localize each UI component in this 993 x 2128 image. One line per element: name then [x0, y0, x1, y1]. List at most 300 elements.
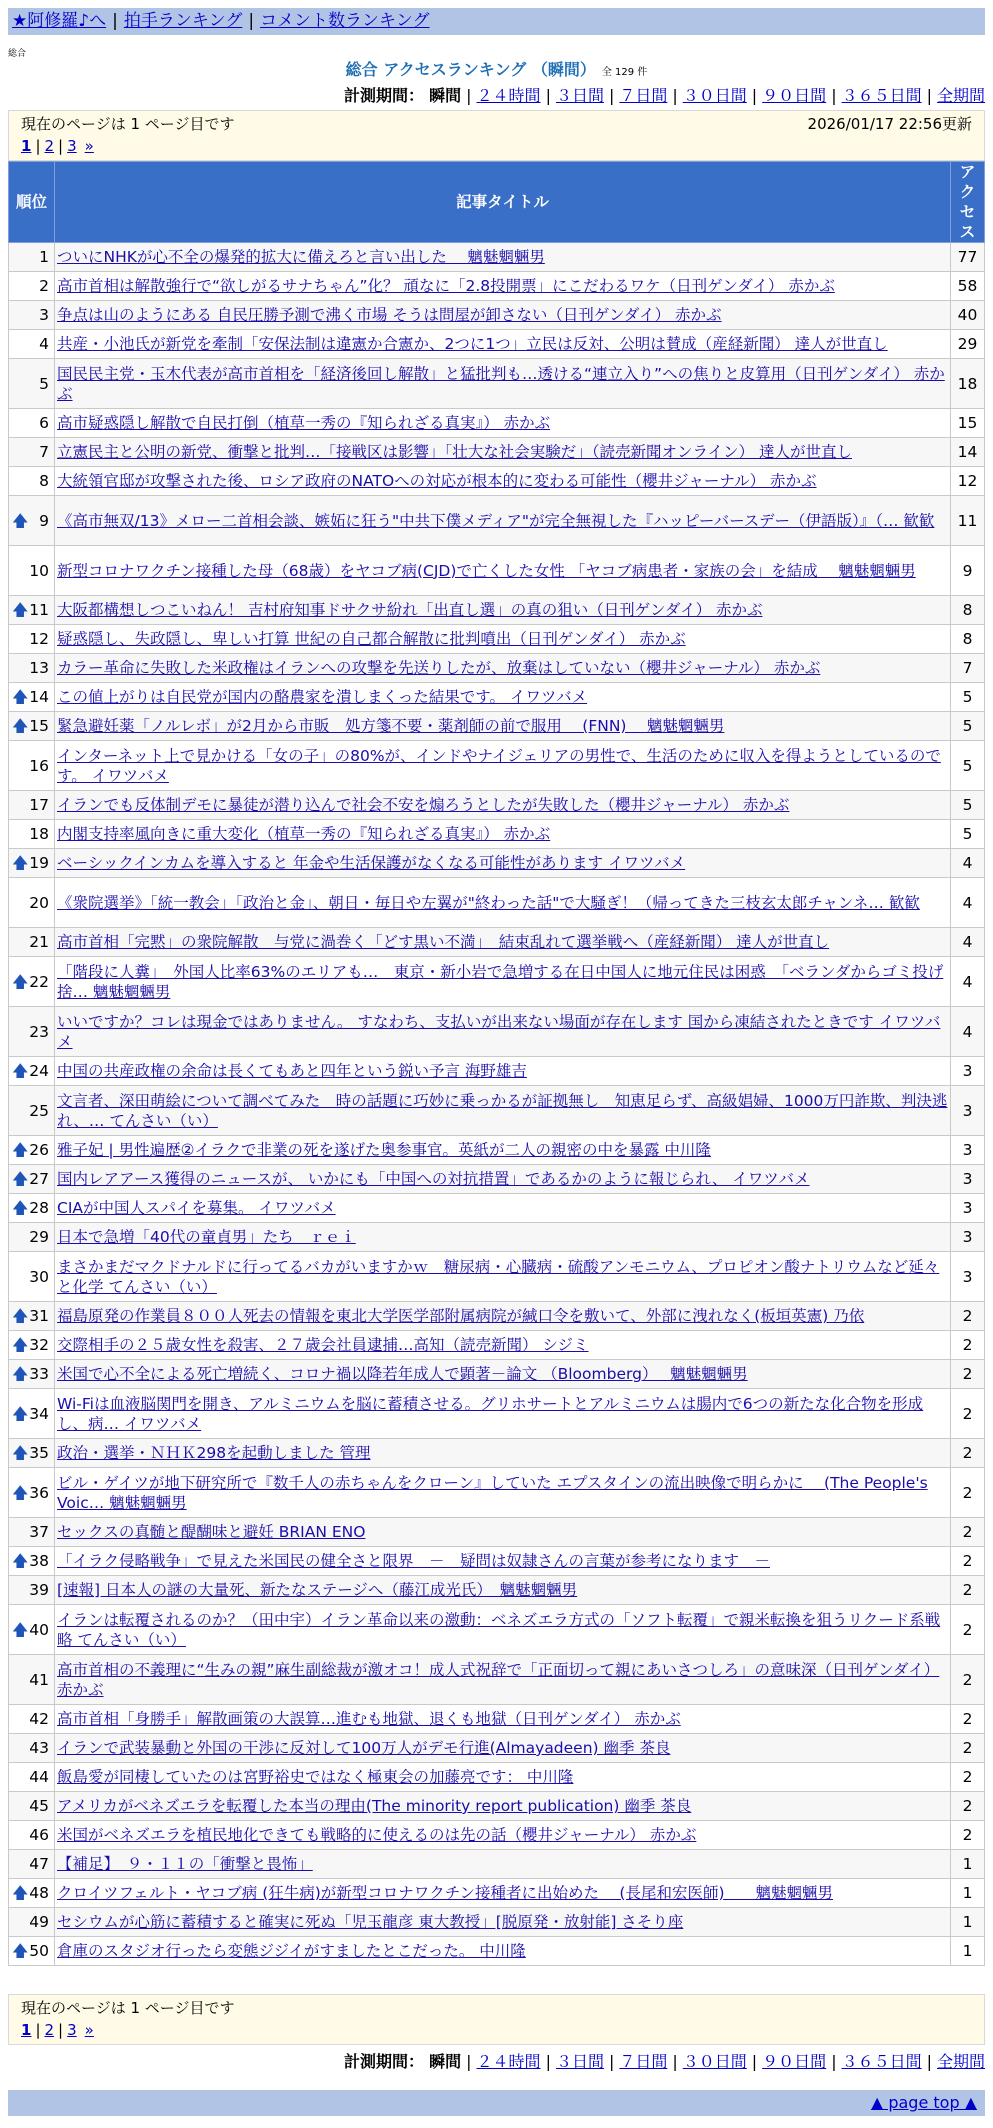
rank-cell: [9, 878, 55, 928]
rank-number: 30: [29, 1267, 49, 1286]
rank-number: 2: [39, 277, 49, 295]
pager-page-2-bottom[interactable]: 2: [44, 2021, 55, 2039]
up-arrow-icon: 🡅: [12, 1364, 29, 1383]
table-row: [9, 1792, 985, 1821]
article-link[interactable]: 「イラク侵略戦争」で見えた米国民の健全さと限界 － 疑問は奴隷さんの言葉が参考になります －: [57, 1552, 771, 1570]
rank-cell: [9, 1734, 55, 1763]
up-arrow-icon: 🡅: [12, 1198, 29, 1217]
table-row: [9, 1136, 985, 1165]
title-cell: [55, 1439, 951, 1468]
total-count: 全 129 件: [601, 67, 648, 78]
rank-cell: [9, 272, 55, 301]
title-cell: [55, 791, 951, 820]
article-link[interactable]: 高市首相の不義理に“生みの親”麻生副総裁が激オコ！成人式祝辞で「正面切って親にあいさつしろ」の意味深（日刊ゲンダイ） 赤かぶ: [57, 1660, 940, 1699]
rank-cell: [9, 654, 55, 683]
rank-cell: [9, 438, 55, 467]
access-count: 2: [951, 1547, 985, 1576]
table-row: [9, 1468, 985, 1518]
table-row: [9, 625, 985, 654]
article-link[interactable]: イランは転覆されるのか？（田中宇）イラン革命以来の激動：ベネズエラ方式の「ソフト転覆」で親米転換を狙うリクード系戦略 てんさい（い）: [57, 1610, 941, 1649]
access-count: 1: [951, 1879, 985, 1908]
article-link[interactable]: 大統領官邸が攻撃された後、ロシア政府のNATOへの対応が根本的に変わる可能性（櫻井ジャーナル） 赤かぶ: [57, 472, 817, 490]
rank-cell: [9, 683, 55, 712]
access-count: 5: [951, 820, 985, 849]
top-nav-link-home[interactable]: ★阿修羅♪へ: [12, 11, 107, 31]
article-link[interactable]: 【補足】 ９・１１の「衝撃と畏怖」: [57, 1855, 313, 1873]
article-link[interactable]: CIAが中国人スパイを募集。 イワツバメ: [57, 1199, 336, 1217]
table-row: [9, 683, 985, 712]
access-count: 2: [951, 1389, 985, 1439]
rank-cell: [9, 957, 55, 1007]
access-count: 1: [951, 1908, 985, 1937]
up-arrow-icon: 🡅: [12, 716, 29, 735]
up-arrow-icon: 🡅: [12, 1941, 29, 1960]
period-link-3d[interactable]: ３日間: [555, 86, 604, 105]
title-cell: [55, 1468, 951, 1518]
rank-number: 10: [29, 561, 49, 580]
table-row: [9, 1360, 985, 1389]
article-link[interactable]: ベーシックインカムを導入すると 年金や生活保護がなくなる可能性があります イワツバメ: [57, 854, 686, 872]
period-current: 瞬間: [429, 86, 462, 105]
table-row: [9, 878, 985, 928]
access-count: 7: [951, 654, 985, 683]
rank-cell: [9, 849, 55, 878]
rank-number: 17: [29, 796, 49, 814]
access-count: 3: [951, 1086, 985, 1136]
access-count: 4: [951, 928, 985, 957]
article-link[interactable]: 大阪都構想しつこいねん！ 吉村府知事ドサクサ紛れ「出直し選」の真の狙い（日刊ゲンダイ） 赤かぶ: [57, 601, 763, 619]
article-link[interactable]: 国民民主党・玉木代表が高市首相を「経済後回し解散」と猛批判も…透ける“連立入り”への焦りと皮算用（日刊ゲンダイ） 赤かぶ: [57, 364, 945, 403]
article-link[interactable]: 内閣支持率風向きに重大変化（植草一秀の『知られざる真実』） 赤かぶ: [57, 825, 551, 843]
up-arrow-icon: 🡅: [12, 1169, 29, 1188]
rank-number: 13: [29, 659, 49, 677]
title-cell: [55, 243, 951, 272]
up-arrow-icon: 🡅: [12, 1403, 29, 1423]
rank-number: 36: [29, 1483, 49, 1502]
rank-cell: [9, 1331, 55, 1360]
access-count: 2: [951, 1360, 985, 1389]
table-row: [9, 1302, 985, 1331]
article-link[interactable]: 立憲民主と公明の新党、衝撃と批判…「接戦区は影響」「壮大な社会実験だ」（読売新聞オンライン） 達人が世直し: [57, 443, 852, 461]
rank-number: 50: [29, 1942, 49, 1960]
period-link-30d-bottom[interactable]: ３０日間: [682, 2052, 747, 2071]
rank-cell: [9, 928, 55, 957]
access-count: 18: [951, 359, 985, 409]
period-link-7d[interactable]: ７日間: [619, 86, 668, 105]
up-arrow-icon: 🡅: [12, 1883, 29, 1902]
table-row: [9, 1194, 985, 1223]
access-count: 2: [951, 1763, 985, 1792]
rank-cell: [9, 1850, 55, 1879]
access-count: 2: [951, 1821, 985, 1850]
access-count: 1: [951, 1937, 985, 1966]
access-count: 3: [951, 1223, 985, 1252]
article-link[interactable]: 争点は山のようにある 自民圧勝予測で沸く市場 そうは問屋が卸さない（日刊ゲンダイ） 赤かぶ: [57, 306, 722, 324]
table-row: [9, 301, 985, 330]
rank-number: 31: [29, 1307, 49, 1325]
title-cell: [55, 1136, 951, 1165]
table-row: [9, 791, 985, 820]
top-nav: ★阿修羅♪へ | 拍手ランキング | コメント数ランキング: [8, 8, 985, 35]
rank-cell: [9, 1194, 55, 1223]
rank-cell: [9, 243, 55, 272]
up-arrow-icon: 🡅: [12, 1306, 29, 1325]
rank-cell: [9, 1302, 55, 1331]
article-link[interactable]: まさかまだマクドナルドに行ってるバカがいますかｗ 糖尿病・心臓病・硫酸アンモニウム、プロピオン酸ナトリウムなど延々と化学 てんさい（い）: [57, 1257, 940, 1296]
title-cell: [55, 438, 951, 467]
rank-number: 37: [29, 1523, 49, 1541]
title-cell: [55, 654, 951, 683]
table-row: [9, 409, 985, 438]
title-cell: [55, 1360, 951, 1389]
rank-number: 32: [29, 1336, 49, 1354]
access-count: 3: [951, 1057, 985, 1086]
rank-cell: [9, 467, 55, 496]
article-link[interactable]: この値上がりは自民党が国内の酪農家を潰しまくった結果です。 イワツバメ: [57, 688, 588, 706]
title-cell: [55, 301, 951, 330]
rank-number: 19: [29, 854, 49, 872]
rank-cell: [9, 1937, 55, 1966]
title-cell: [55, 820, 951, 849]
table-row: [9, 272, 985, 301]
access-count: 2: [951, 1734, 985, 1763]
rank-cell: [9, 1057, 55, 1086]
rank-number: 34: [29, 1404, 49, 1423]
rank-cell: [9, 359, 55, 409]
pager-current-page-bottom[interactable]: 1: [21, 2021, 32, 2039]
article-link[interactable]: 高市首相は解散強行で“欲しがるサナちゃん”化？ 頑なに「2.8投開票」にこだわるワケ（日刊ゲンダイ） 赤かぶ: [57, 277, 835, 295]
table-row: [9, 1057, 985, 1086]
table-row: [9, 359, 985, 409]
access-count: 12: [951, 467, 985, 496]
period-link-90d-bottom[interactable]: ９０日間: [762, 2052, 827, 2071]
title-cell: [55, 546, 951, 596]
pager-current-page[interactable]: 1: [21, 137, 32, 155]
rank-cell: [9, 1223, 55, 1252]
article-link[interactable]: 高市疑惑隠し解散で自民打倒（植草一秀の『知られざる真実』） 赤かぶ: [57, 414, 551, 432]
article-link[interactable]: 緊急避妊薬「ノルレボ」が2月から市販 処方箋不要・薬剤師の前で服用 (FNN) 魑魅魍魎男: [57, 717, 725, 735]
article-link[interactable]: 新型コロナワクチン接種した母（68歳）をヤコブ病(CJD)で亡くした女性 「ヤコブ病患者・家族の会」を結成 魑魅魍魎男: [57, 561, 916, 580]
period-link-all-bottom[interactable]: 全期間: [936, 2052, 985, 2071]
title-cell: [55, 625, 951, 654]
period-label-bottom: 計測期間：: [344, 2052, 425, 2071]
rank-number: 43: [29, 1739, 49, 1757]
rank-cell: [9, 1518, 55, 1547]
title-cell: [55, 1331, 951, 1360]
rank-cell: [9, 1879, 55, 1908]
title-cell: [55, 1302, 951, 1331]
table-row: [9, 1879, 985, 1908]
table-row: [9, 243, 985, 272]
table-row: [9, 546, 985, 596]
title-cell: [55, 1655, 951, 1705]
rank-number: 16: [29, 756, 49, 775]
rank-number: 18: [29, 825, 49, 843]
rank-number: 22: [29, 972, 49, 991]
table-row: [9, 1576, 985, 1605]
table-row: [9, 467, 985, 496]
rank-cell: [9, 1389, 55, 1439]
table-row: [9, 1518, 985, 1547]
table-row: [9, 1908, 985, 1937]
up-arrow-icon: 🡅: [12, 600, 29, 619]
article-link[interactable]: セシウムが心筋に蓄積すると確実に死ぬ「児玉龍彦 東大教授」[脱原発・放射能] さそり座: [57, 1913, 684, 1931]
rank-cell: [9, 1908, 55, 1937]
rank-number: 42: [29, 1710, 49, 1728]
up-arrow-icon: 🡅: [12, 1482, 29, 1502]
rank-cell: [9, 409, 55, 438]
pager-page-3[interactable]: 3: [67, 137, 77, 155]
period-current-bottom: 瞬間: [429, 2052, 462, 2071]
period-link-7d-bottom[interactable]: ７日間: [619, 2052, 668, 2071]
title-cell: [55, 1605, 951, 1655]
table-row: [9, 957, 985, 1007]
title-cell: [55, 1576, 951, 1605]
table-row: [9, 1086, 985, 1136]
title-cell: [55, 1252, 951, 1302]
rank-number: 29: [29, 1228, 49, 1246]
title-cell: [55, 1389, 951, 1439]
title-cell: [55, 409, 951, 438]
period-label: 計測期間：: [344, 86, 425, 105]
rank-cell: [9, 1439, 55, 1468]
access-count: 2: [951, 1655, 985, 1705]
rank-number: 44: [29, 1768, 49, 1786]
period-link-90d[interactable]: ９０日間: [762, 86, 827, 105]
pager-page-2[interactable]: 2: [44, 137, 55, 155]
rank-cell: [9, 791, 55, 820]
access-count: 2: [951, 1576, 985, 1605]
article-link[interactable]: 飯島愛が同棲していたのは宮野裕史ではなく極東会の加藤亮です： 中川隆: [57, 1768, 574, 1786]
rank-cell: [9, 820, 55, 849]
title-cell: [55, 1937, 951, 1966]
header-access: アクセス: [951, 162, 985, 243]
rank-cell: [9, 1252, 55, 1302]
period-link-365d[interactable]: ３６５日間: [841, 86, 922, 105]
table-row: [9, 438, 985, 467]
rank-number: 45: [29, 1797, 49, 1815]
rank-number: 49: [29, 1913, 49, 1931]
header-rank: 順位: [9, 162, 55, 243]
article-link[interactable]: イランで武装暴動と外国の干渉に反対して100万人がデモ行進(Almayadeen) 幽季 茶良: [57, 1739, 671, 1757]
period-link-all[interactable]: 全期間: [936, 86, 985, 105]
rank-cell: [9, 1136, 55, 1165]
article-link[interactable]: 《高市無双/13》メロー二首相会談、嫉妬に狂う"中共下僕メディア"が完全無視した『ハッピーバースデー（伊語版）』（… 歓歓: [57, 511, 935, 530]
rank-cell: [9, 1360, 55, 1389]
table-row: [9, 849, 985, 878]
table-row: [9, 741, 985, 791]
page-info-text: 現在のページは 1 ページ目です: [21, 115, 235, 133]
up-arrow-icon: 🡅: [12, 1335, 29, 1354]
title-cell: [55, 467, 951, 496]
article-link[interactable]: 高市首相「完黙」の衆院解散 与党に渦巻く「どす黒い不満」 結束乱れて選挙戦へ（産経新聞） 達人が世直し: [57, 933, 830, 951]
article-link[interactable]: カラー革命に失敗した米政権はイランへの攻撃を先送りしたが、放棄はしていない（櫻井ジャーナル） 赤かぶ: [57, 659, 821, 677]
rank-number: 4: [39, 335, 49, 353]
up-arrow-icon: 🡅: [12, 1619, 29, 1639]
rank-cell: [9, 1468, 55, 1518]
article-link[interactable]: 疑惑隠し、失政隠し、卑しい打算 世紀の自己都合解散に批判噴出（日刊ゲンダイ） 赤かぶ: [57, 630, 686, 648]
table-row: [9, 1655, 985, 1705]
rank-number: 8: [39, 472, 49, 490]
article-link[interactable]: Wi-Fiは血液脳関門を開き、アルミニウムを脳に蓄積させる。グリホサートとアルミニウムは腸内で6つの新たな化合物を形成し、病… イワツバメ: [57, 1394, 924, 1433]
rank-cell: [9, 1086, 55, 1136]
period-link-365d-bottom[interactable]: ３６５日間: [841, 2052, 922, 2071]
title-cell: [55, 1223, 951, 1252]
access-count: 3: [951, 1136, 985, 1165]
access-count: 58: [951, 272, 985, 301]
top-nav-link-applause-ranking[interactable]: 拍手ランキング: [123, 11, 243, 31]
title-cell: [55, 359, 951, 409]
rank-number: 28: [29, 1199, 49, 1217]
access-count: 5: [951, 683, 985, 712]
article-link[interactable]: 《衆院選挙》「統一教会」「政治と金」、朝日・毎日や左翼が"終わった話"で大騒ぎ！（帰ってきた三枝玄太郎チャンネ… 歓歓: [57, 893, 920, 912]
rank-number: 20: [29, 893, 49, 912]
table-row: [9, 1734, 985, 1763]
article-link[interactable]: [速報] 日本人の謎の大量死、新たなステージへ（藤江成光氏） 魑魅魍魎男: [57, 1581, 578, 1599]
rank-number: 23: [29, 1022, 49, 1041]
article-link[interactable]: 米国がベネズエラを植民地化できても戦略的に使えるのは先の話（櫻井ジャーナル） 赤かぶ: [57, 1826, 697, 1844]
rank-number: 26: [29, 1141, 49, 1159]
rank-number: 47: [29, 1855, 49, 1873]
period-link-24h-bottom[interactable]: ２４時間: [476, 2052, 541, 2071]
title-cell: [55, 272, 951, 301]
title-cell: [55, 1821, 951, 1850]
title-cell: [55, 1792, 951, 1821]
rank-cell: [9, 546, 55, 596]
rank-cell: [9, 741, 55, 791]
rank-number: 14: [29, 688, 49, 706]
table-row: [9, 1937, 985, 1966]
rank-cell: [9, 1763, 55, 1792]
article-link[interactable]: 文言者、深田萌絵について調べてみた 時の話題に巧妙に乗っかるが証拠無し 知恵足らず、高級娼婦、1000万円詐欺、判決逃れ、… てんさい（い）: [57, 1091, 948, 1130]
table-row: [9, 596, 985, 625]
top-nav-link-comment-ranking[interactable]: コメント数ランキング: [260, 11, 430, 31]
title-cell: [55, 878, 951, 928]
article-link[interactable]: 倉庫のスタジオ行ったら変態ジジイがすましたとこだった。 中川隆: [57, 1942, 526, 1960]
access-count: 4: [951, 1007, 985, 1057]
access-count: 5: [951, 741, 985, 791]
article-link[interactable]: 交際相手の２５歳女性を殺害、２７歳会社員逮捕…高知（読売新聞） シジミ: [57, 1336, 589, 1354]
article-link[interactable]: セックスの真髄と醍醐味と避妊 BRIAN ENO: [57, 1523, 366, 1541]
page-info-top: [8, 110, 985, 161]
access-count: 4: [951, 878, 985, 928]
rank-cell: [9, 1165, 55, 1194]
rank-number: 48: [29, 1884, 49, 1902]
rank-number: 46: [29, 1826, 49, 1844]
access-count: 2: [951, 1705, 985, 1734]
access-count: 2: [951, 1605, 985, 1655]
access-count: 15: [951, 409, 985, 438]
article-link[interactable]: インターネット上で見かける「女の子」の80%が、インドやナイジェリアの男性で、生活のために収入を得ようとしているのです。 イワツバメ: [57, 746, 941, 785]
access-count: 4: [951, 957, 985, 1007]
period-selector-bottom: 計測期間： 瞬間 | ２４時間 | ３日間 | ７日間 | ３０日間 | ９０日間 | ３６５日間 | 全期間: [344, 2052, 985, 2071]
table-row: [9, 1547, 985, 1576]
up-arrow-icon: 🡅: [12, 1140, 29, 1159]
access-count: 5: [951, 791, 985, 820]
header-title: 記事タイトル: [55, 162, 951, 243]
up-arrow-icon: 🡅: [12, 971, 29, 991]
article-link[interactable]: 国内レアアース獲得のニュースが、 いかにも「中国への対抗措置」であるかのように報じられ、 イワツバメ: [57, 1170, 810, 1188]
article-link[interactable]: アメリカがベネズエラを転覆した本当の理由(The minority report publication) 幽季 茶良: [57, 1797, 692, 1815]
rank-cell: [9, 1007, 55, 1057]
period-link-3d-bottom[interactable]: ３日間: [555, 2052, 604, 2071]
title-cell: [55, 1057, 951, 1086]
article-link[interactable]: 政治・選挙・ＮＨＫ298を起動しました 管理: [57, 1444, 371, 1462]
access-count: 4: [951, 849, 985, 878]
up-arrow-icon: 🡅: [12, 1551, 29, 1570]
article-link[interactable]: 日本で急増「40代の童貞男」たち ｒｅｉ: [57, 1228, 356, 1246]
access-count: 2: [951, 1439, 985, 1468]
rank-number: 39: [29, 1581, 49, 1599]
article-link[interactable]: ついにNHKが心不全の爆発的拡大に備えろと言い出した 魑魅魍魎男: [57, 248, 545, 266]
updated-timestamp: 2026/01/17 22:56更新: [807, 115, 972, 133]
article-link[interactable]: 米国で心不全による死亡増続く、コロナ禍以降若年成人で顕著－論文 （Bloomberg） 魑魅魍魎男: [57, 1365, 748, 1383]
title-cell: [55, 712, 951, 741]
article-link[interactable]: 「階段に人糞」 外国人比率63%のエリアも… 東京・新小岩で急増する在日中国人に地元住民は困惑 「ベランダからゴミ投げ捨… 魑魅魍魎男: [57, 962, 944, 1001]
rank-cell: [9, 1792, 55, 1821]
rank-number: 35: [29, 1444, 49, 1462]
pager-page-3-bottom[interactable]: 3: [67, 2021, 77, 2039]
title-cell: [55, 1879, 951, 1908]
article-link[interactable]: 中国の共産政権の余命は長くてもあと四年という鋭い予言 海野雄吉: [57, 1062, 527, 1080]
up-arrow-icon: 🡅: [12, 1061, 29, 1080]
title-cell: [55, 1850, 951, 1879]
article-link[interactable]: 高市首相「身勝手」解散画策の大誤算…進むも地獄、退くも地獄（日刊ゲンダイ） 赤かぶ: [57, 1710, 681, 1728]
title-cell: [55, 1518, 951, 1547]
pager-next[interactable]: »: [84, 137, 94, 155]
page-top-link[interactable]: ▲ page top ▲: [870, 2093, 977, 2112]
rank-number: 38: [29, 1552, 49, 1570]
access-count: 2: [951, 1302, 985, 1331]
article-link[interactable]: クロイツフェルト・ヤコブ病 (狂牛病)が新型コロナワクチン接種者に出始めた (長尾和宏医師) 魑魅魍魎男: [57, 1884, 834, 1902]
table-row: [9, 1252, 985, 1302]
article-link[interactable]: 雅子妃 | 男性遍歴②イラクで非業の死を遂げた奥参事官。英紙が二人の親密の中を暴露 中川隆: [57, 1141, 711, 1159]
up-arrow-icon: 🡅: [12, 510, 29, 530]
access-count: 3: [951, 1252, 985, 1302]
rank-number: 21: [29, 933, 49, 951]
period-link-24h[interactable]: ２４時間: [476, 86, 541, 105]
rank-number: 9: [39, 511, 49, 530]
table-row: [9, 1007, 985, 1057]
table-row: [9, 654, 985, 683]
article-link[interactable]: 共産・小池氏が新党を牽制「安保法制は違憲か合憲か、2つに1つ」立民は反対、公明は賛成（産経新聞） 達人が世直し: [57, 335, 888, 353]
article-link[interactable]: 福島原発の作業員８００人死去の情報を東北大学医学部附属病院が緘口令を敷いて、外部に洩れなく(板垣英憲) 乃依: [57, 1307, 865, 1325]
access-count: 3: [951, 1194, 985, 1223]
pager-top: 1 | 2 | 3 »: [21, 137, 94, 155]
table-row: [9, 1850, 985, 1879]
rank-number: 12: [29, 630, 49, 648]
rank-number: 7: [39, 443, 49, 461]
title-cell: [55, 330, 951, 359]
title-cell: [55, 1908, 951, 1937]
title-cell: [55, 957, 951, 1007]
period-selector-top: 計測期間： 瞬間 | ２４時間 | ３日間 | ７日間 | ３０日間 | ９０日間 | ３６５日間 | 全期間: [344, 86, 985, 105]
period-link-30d[interactable]: ３０日間: [682, 86, 747, 105]
rank-number: 25: [29, 1101, 49, 1120]
article-link[interactable]: イランでも反体制デモに暴徒が潜り込んで社会不安を煽ろうとしたが失敗した（櫻井ジャーナル） 赤かぶ: [57, 796, 790, 814]
table-row: [9, 1705, 985, 1734]
page-title-line: [0, 60, 993, 83]
pager-next-bottom[interactable]: »: [84, 2021, 94, 2039]
page-info-bottom: [8, 1994, 985, 2045]
rank-number: 33: [29, 1365, 49, 1383]
article-link[interactable]: いいですか？コレは現金ではありません。 すなわち、支払いが出来ない場面が存在します 国から凍結されたときです イワツバメ: [57, 1012, 941, 1051]
title-cell: [55, 741, 951, 791]
rank-number: 41: [29, 1670, 49, 1689]
title-cell: [55, 928, 951, 957]
table-row: [9, 1439, 985, 1468]
article-link[interactable]: ビル・ゲイツが地下研究所で『数千人の赤ちゃんをクローン』していた エプスタインの流出映像で明らかに (The People's Voic… 魑魅魍魎男: [57, 1473, 928, 1512]
